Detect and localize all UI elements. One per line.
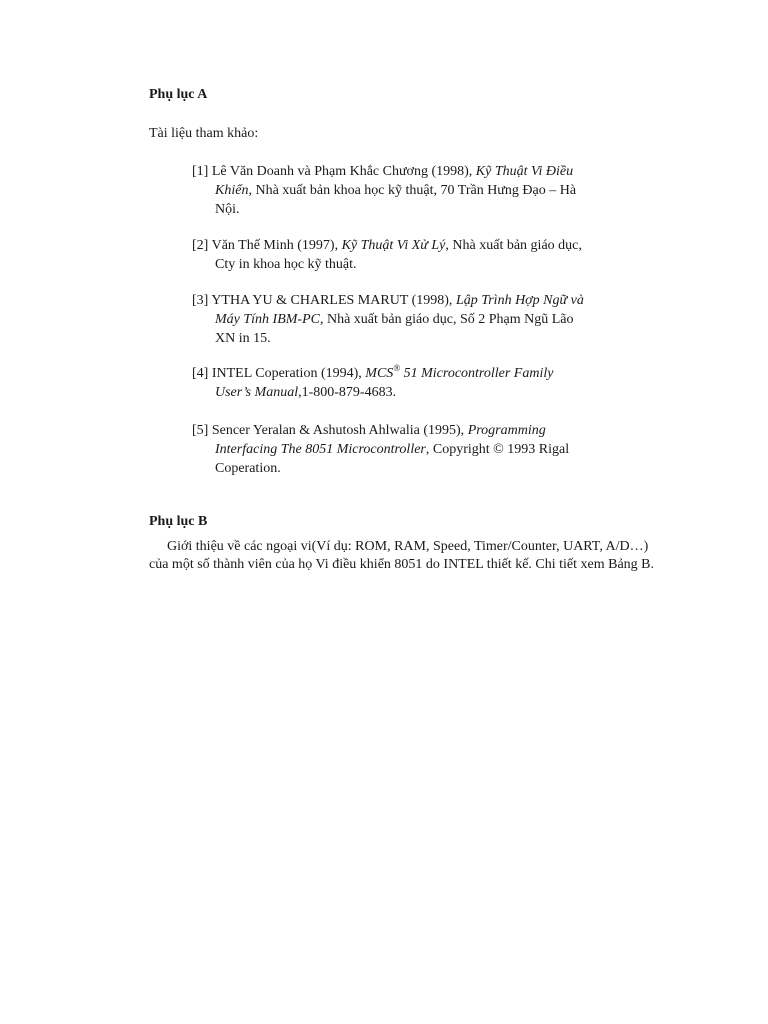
reference-authors: YTHA YU & CHARLES MARUT (1998), <box>211 293 453 308</box>
reference-title: Lập Trình Hợp Ngữ và <box>455 293 584 308</box>
reference-authors: INTEL Coperation (1994), <box>211 366 362 381</box>
references-intro: Tài liệu tham khảo: <box>149 126 259 141</box>
registered-mark: ® <box>393 363 401 373</box>
reference-number: [1] <box>192 164 209 179</box>
reference-title-part: 51 Microcontroller Family <box>400 366 554 381</box>
reference-authors: Lê Văn Doanh và Phạm Khắc Chương (1998), <box>211 164 473 179</box>
reference-publisher: , Nhà xuất bản giáo dục, <box>445 238 582 253</box>
reference-item <box>192 236 632 274</box>
reference-publisher-cont: XN in 15. <box>215 331 271 346</box>
reference-item <box>192 364 632 402</box>
reference-title-cont: Interfacing The 8051 Microcontroller <box>215 442 426 457</box>
reference-number: [5] <box>192 423 209 438</box>
reference-publisher: , Copyright © 1993 Rigal <box>425 442 570 457</box>
reference-title-cont: Máy Tính IBM-PC <box>215 312 320 327</box>
reference-publisher: ,1-800-879-4683. <box>298 385 397 400</box>
reference-title-cont: Khiển <box>215 183 249 198</box>
reference-title: Programming <box>467 423 546 438</box>
reference-publisher: , Nhà xuất bản khoa học kỹ thuật, 70 Trần Hưng Đạo – Hà <box>248 183 577 198</box>
reference-title: Kỹ Thuật Vi Điều <box>475 164 574 179</box>
reference-title-part: MCS <box>365 366 394 381</box>
reference-authors: Văn Thế Minh (1997), <box>211 238 339 253</box>
reference-title <box>365 363 554 381</box>
reference-item <box>192 162 632 219</box>
reference-authors: Sencer Yeralan & Ashutosh Ahlwalia (1995), <box>211 423 465 438</box>
reference-title: Kỹ Thuật Vi Xử Lý <box>341 238 446 253</box>
reference-title-cont: User’s Manual <box>215 385 299 400</box>
reference-publisher: , Nhà xuất bản giáo dục, Số 2 Phạm Ngũ Lão <box>319 312 574 327</box>
reference-publisher-cont: Nội. <box>215 202 240 217</box>
appendix-b-title: Phụ lục B <box>149 514 208 529</box>
reference-item <box>192 421 632 478</box>
reference-publisher-cont: Cty in khoa học kỹ thuật. <box>215 257 357 272</box>
appendix-a-title: Phụ lục A <box>149 87 208 102</box>
reference-publisher-cont: Coperation. <box>215 461 281 476</box>
reference-number: [4] <box>192 366 209 381</box>
reference-item <box>192 291 632 348</box>
reference-number: [3] <box>192 293 209 308</box>
appendix-b-paragraph: Giới thiệu về các ngoại vi(Ví dụ: ROM, RAM, Speed, Timer/Counter, UART, A/D…) của một số thành viên của họ Vi điều khiển 8051 do INTEL thiết kế. Chi tiết xem Bảng B. <box>149 539 655 572</box>
reference-number: [2] <box>192 238 209 253</box>
